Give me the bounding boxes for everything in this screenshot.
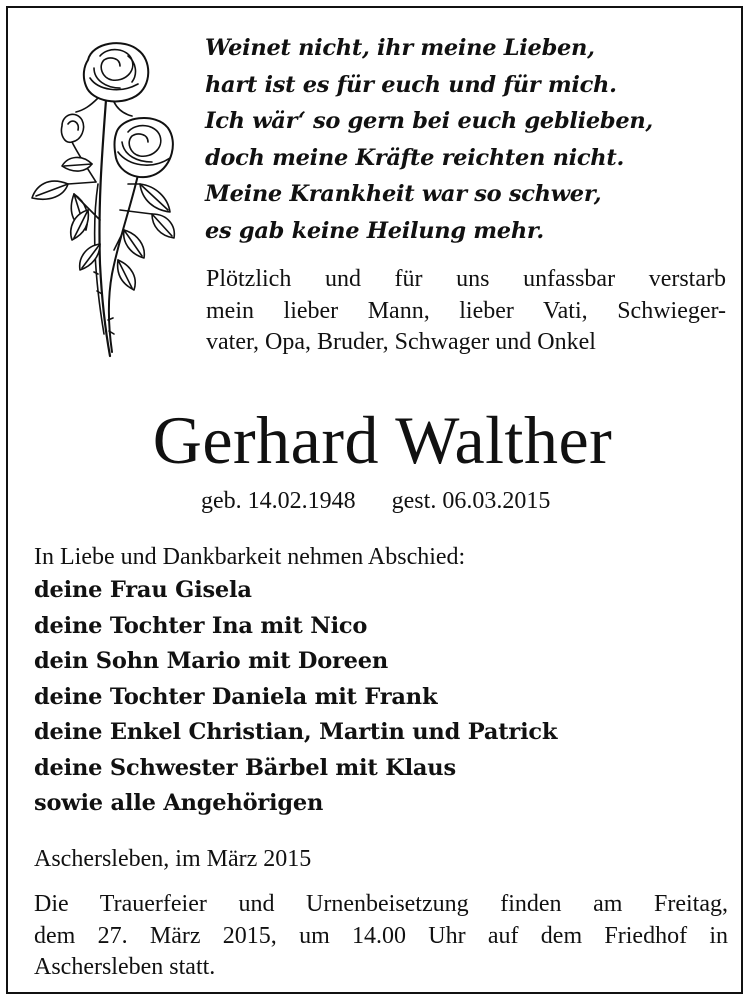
mourner: sowie alle Angehörigen (34, 790, 324, 816)
poem-line: Weinet nicht, ihr meine Lieben, (205, 35, 595, 61)
funeral-service-info (34, 889, 728, 984)
rose-illustration (28, 34, 180, 360)
announcement-line: mein lieber Mann, lieber Vati, Schwieger- (206, 297, 726, 324)
mourners-intro: In Liebe und Dankbarkeit nehmen Abschied: (34, 544, 466, 570)
service-line: Die Trauerfeier und Urnenbeisetzung finden am Freitag, (34, 891, 728, 917)
mourner: deine Schwester Bärbel mit Klaus (34, 754, 456, 781)
service-line: Aschersleben statt. (34, 954, 216, 980)
life-dates (201, 485, 550, 517)
mourner: deine Frau Gisela (34, 577, 252, 603)
service-line: dem 27. März 2015, um 14.00 Uhr auf dem Friedhof in (34, 922, 728, 949)
poem-line: es gab keine Heilung mehr. (205, 217, 544, 244)
obituary-frame (6, 6, 743, 994)
poem-line: Ich wär‘ so gern bei euch geblieben, (205, 108, 653, 134)
mourner: deine Tochter Daniela mit Frank (34, 683, 438, 710)
death-date: gest. 06.03.2015 (391, 488, 551, 514)
announcement-line: vater, Opa, Bruder, Schwager und Onkel (206, 329, 596, 355)
announcement-line: Plötzlich und für uns unfassbar verstarb (206, 266, 726, 292)
poem-line: Meine Krankheit war so schwer, (205, 181, 602, 207)
place-and-date: Aschersleben, im März 2015 (34, 846, 312, 872)
poem (205, 30, 725, 249)
deceased-name: Gerhard Walther (152, 402, 613, 478)
birth-date: geb. 14.02.1948 (201, 488, 356, 514)
mourner: dein Sohn Mario mit Doreen (34, 648, 389, 674)
poem-line: hart ist es für euch und für mich. (205, 71, 617, 98)
mourner: deine Enkel Christian, Martin und Patrick (34, 719, 558, 745)
death-announcement (206, 264, 726, 359)
mourner: deine Tochter Ina mit Nico (34, 612, 368, 639)
poem-line: doch meine Kräfte reichten nicht. (205, 144, 624, 171)
mourners-list (34, 573, 734, 822)
